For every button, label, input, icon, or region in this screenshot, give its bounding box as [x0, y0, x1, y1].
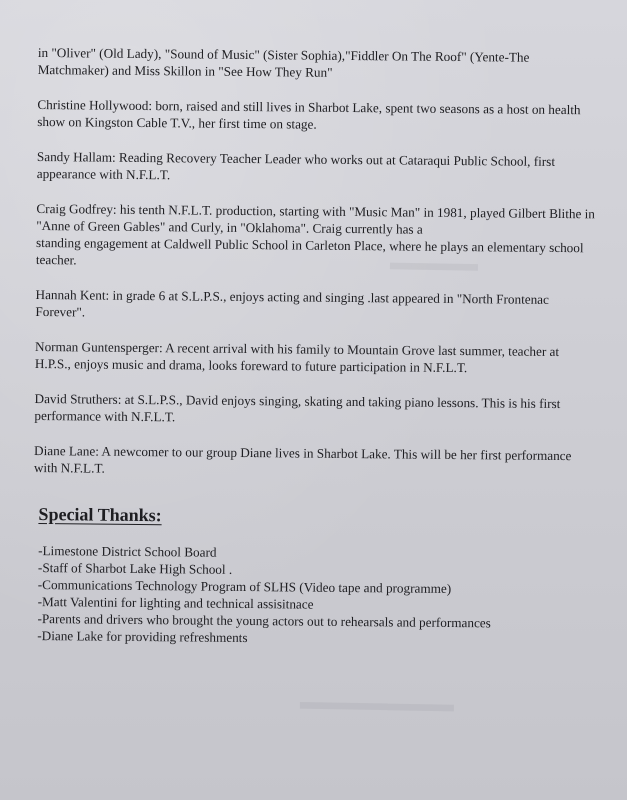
special-thanks-heading: Special Thanks:	[38, 504, 162, 526]
document-text	[32, 44, 598, 649]
bio-christine-hollywood: Christine Hollywood: born, raised and still lives in Sharbot Lake, spent two seasons as a host on health show on Kingston Cable T.V., her first time on stage.	[37, 96, 581, 132]
bio-sandy-hallam: Sandy Hallam: Reading Recovery Teacher Leader who works out at Cataraqui Public School, first appearance with N.F.L.T.	[36, 148, 556, 183]
thanks-item: -Matt Valentini for lighting and technical assisitnace	[37, 594, 314, 612]
bio-david-struthers: David Struthers: at S.L.P.S., David enjoys singing, skating and taking piano lessons. This is his first performance with N.F.L.T.	[34, 390, 561, 425]
special-thanks-list	[32, 542, 593, 649]
thanks-item: -Limestone District School Board	[38, 543, 217, 560]
bio-norman-guntensperger: Norman Guntensperger: A recent arrival with his family to Mountain Grove last summer, teacher at H.P.S., enjoys music and drama, looks foreward to future participation in N.F.L.T.	[34, 338, 560, 376]
bio-continuation: in "Oliver" (Old Lady), "Sound of Music" (Sister Sophia),"Fiddler On The Roof" (Yente-The Matchmaker) and Miss Skillon in "See How They Run"	[37, 44, 530, 80]
thanks-item: -Staff of Sharbot Lake High School .	[37, 560, 233, 577]
thanks-item: -Parents and drivers who brought the young actors out to rehearsals and performances	[37, 611, 491, 631]
bleed-through-decoration: ▬▬▬▬▬▬▬	[299, 688, 455, 717]
thanks-item: -Diane Lake for providing refreshments	[37, 628, 248, 646]
bleed-through-decoration: ▬▬▬▬	[389, 249, 479, 276]
thanks-item: -Communications Technology Program of SLHS (Video tape and programme)	[37, 577, 452, 596]
bio-craig-godfrey: Craig Godfrey: his tenth N.F.L.T. production, starting with "Music Man" in 1981, played Gilbert Blithe in "Anne of Green Gables" and Curly, in "Oklahoma". Craig currently has a standing engagement at Caldwell Public School in Carleton Place, where he plays an elementary school teacher.	[35, 200, 595, 268]
bio-hannah-kent: Hannah Kent: in grade 6 at S.L.P.S., enjoys acting and singing .last appeared in "North Frontenac Forever".	[35, 286, 550, 320]
special-thanks-section	[38, 506, 593, 529]
bio-diane-lane: Diane Lane: A newcomer to our group Diane lives in Sharbot Lake. This will be her first performance with N.F.L.T.	[33, 442, 572, 476]
